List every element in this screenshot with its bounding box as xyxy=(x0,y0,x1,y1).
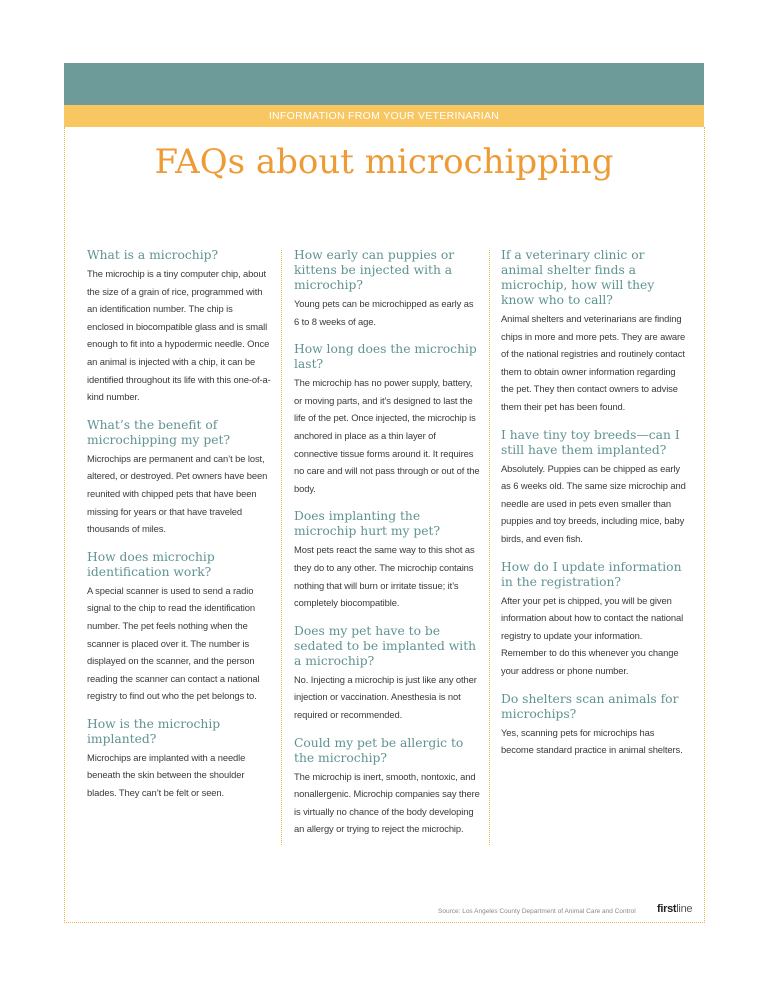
faq-answer: Animal shelters and veterinarians are finding chips in more and more pets. They are aware of the national registries and routinely contact them to obtain owner information regarding the pet. They then contact owners to advise them their pet has been found. xyxy=(501,313,686,412)
faq-item xyxy=(87,248,271,406)
faq-answer: After your pet is chipped, you will be given information about how to contact the national registry to update your information. Remember to do this whenever you change your address or phone number. xyxy=(501,594,684,676)
faq-question: Could my pet be allergic to the microchip? xyxy=(294,735,464,765)
faq-question: Does my pet have to be sedated to be implanted with a microchip? xyxy=(294,623,477,668)
faq-answer: A special scanner is used to send a radio signal to the chip to read the identification number. The pet feels nothing when the scanner is placed over it. The number is displayed on the scanner, and the person reading the scanner can contact a national registry to find out who the pet belongs to. xyxy=(87,584,260,702)
faq-answer: Yes, scanning pets for microchips has become standard practice in animal shelters. xyxy=(501,726,683,756)
faq-answer: The microchip is inert, smooth, nontoxic, and nonallergenic. Microchip companies say there is virtually no chance of the body developing an allergy or trying to reject the microchip. xyxy=(294,770,480,835)
faq-question: I have tiny toy breeds—can I still have them implanted? xyxy=(501,427,680,457)
faq-answer: Microchips are implanted with a needle beneath the skin between the shoulder blades. They can’t be felt or seen. xyxy=(87,751,246,799)
faq-column-2 xyxy=(294,248,480,850)
faq-answer: The microchip is a tiny computer chip, about the size of a grain of rice, programmed with an identification number. The chip is enclosed in biocompatible glass and is small enough to fit into a hypodermic needle. Once an animal is injected with a chip, it can be identified throughout its life with this one-of-a-kind number. xyxy=(87,268,271,403)
faq-answer: Young pets can be microchipped as early as 6 to 8 weeks of age. xyxy=(294,298,474,327)
faq-answer: The microchip has no power supply, battery, or moving parts, and it’s designed to last the life of the pet. Once injected, the microchip is anchored in place as a thin layer of connective tissue forms around it. It requires no care and will not pass through or out of the body. xyxy=(294,377,480,494)
faq-answer: Absolutely. Puppies can be chipped as early as 6 weeks old. The same size microchip and needle are used in pets even smaller than puppies and toy breeds, including mice, baby birds, and even fish. xyxy=(501,462,686,544)
faq-item xyxy=(501,428,689,548)
faq-question: How long does the microchip last? xyxy=(294,342,477,372)
faq-item xyxy=(87,550,271,705)
faq-question: How does microchip identification work? xyxy=(87,549,215,579)
faq-question: How do I update information in the registration? xyxy=(501,559,682,589)
faq-item xyxy=(501,560,689,680)
faq-answer: No. Injecting a microchip is just like any other injection or vaccination. Anesthesia is not required or recommended. xyxy=(294,673,477,720)
faq-question: What is a microchip? xyxy=(87,248,219,262)
faq-item xyxy=(87,418,271,538)
faq-item xyxy=(294,342,480,497)
faq-question: How is the microchip implanted? xyxy=(87,716,221,746)
faq-item xyxy=(294,624,480,724)
faq-column-1 xyxy=(87,248,271,814)
banner: INFORMATION FROM YOUR VETERINARIAN xyxy=(64,105,704,127)
faq-question: How early can puppies or kittens be injected with a microchip? xyxy=(294,248,455,292)
faq-question: If a veterinary clinic or animal shelter finds a microchip, how will they know who to call? xyxy=(501,248,655,307)
faq-answer: Most pets react the same way to this shot as they do to any other. The microchip contains nothing that will burn or irritate tissue; it’s completely biocompatible. xyxy=(294,544,475,609)
faq-item xyxy=(501,248,689,416)
faq-question: Does implanting the microchip hurt my pet? xyxy=(294,509,441,539)
faq-item xyxy=(294,509,480,611)
faq-item xyxy=(294,736,480,838)
faq-answer: Microchips are permanent and can’t be lost, altered, or destroyed. Pet owners have been reunited with chipped pets that have been missing for years or that have traveled thousands of miles. xyxy=(87,452,268,535)
faq-column-3 xyxy=(501,248,689,771)
faq-item xyxy=(87,717,271,802)
firstline-logo xyxy=(657,903,692,915)
faq-item xyxy=(501,692,689,759)
page-title: FAQs about microchipping xyxy=(154,142,614,182)
logo-first-text: first xyxy=(657,903,677,915)
logo-line-text: line xyxy=(676,903,693,915)
column-divider xyxy=(489,250,490,845)
faq-item xyxy=(294,248,480,330)
faq-question: Do shelters scan animals for microchips? xyxy=(501,691,679,721)
faq-question: What’s the benefit of microchipping my pet? xyxy=(87,417,231,447)
column-divider xyxy=(281,250,282,845)
header-color-bar xyxy=(64,63,704,105)
source-citation: Source: Los Angeles County Department of Animal Care and Control xyxy=(438,908,636,915)
